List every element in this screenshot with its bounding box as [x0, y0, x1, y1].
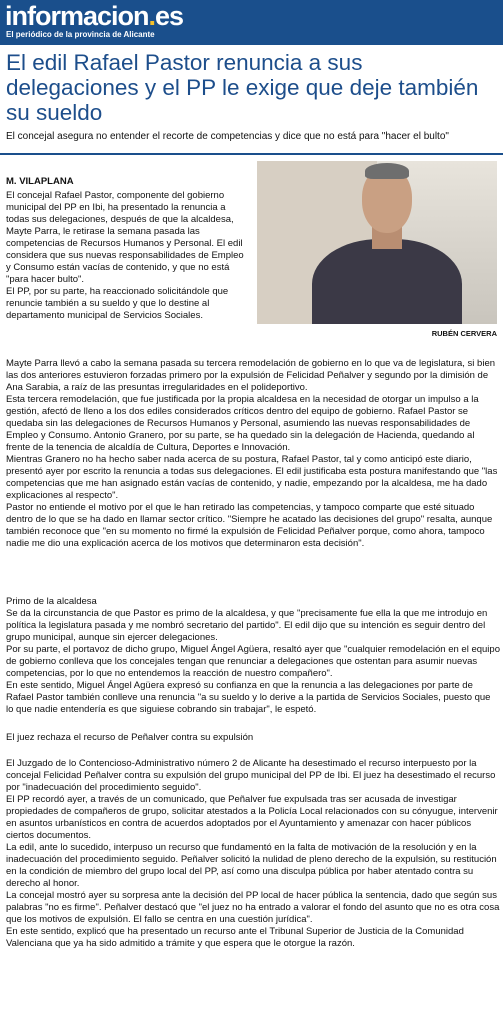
- body-paragraph: Pastor no entiende el motivo por el que le han retirado las competencias, y tampoco comparte que esté situado dentro de lo que se ha dado en llamar sector crítico. "Siempre he acatado las decisiones del grupo" resalta, aunque también reconoce que "en su momento no firmé la expulsión de Felicidad Peñalver porque, como ahora, tampoco nadie me dio una explicación acerca de los motivos que determinaron esta decisión".: [6, 502, 493, 549]
- body-paragraph: En este sentido, Miguel Ángel Agüera expresó su confianza en que la renuncia a las delegaciones por parte de Rafael Pastor también conlleve una renuncia "a su sueldo y lo derive a la partida de Servicios Sociales, puesto que lo que nadie entendería es que siguiese cobrando sin trabajar", le espetó.: [6, 680, 491, 715]
- masthead: [0, 0, 503, 45]
- article-photo: [257, 161, 497, 324]
- body-paragraph: Por su parte, el portavoz de dicho grupo, Miguel Ángel Agüera, resaltó ayer que "cualquier remodelación en el equipo de gobierno conlleva que los concejales tengan que renunciar a delegaciones que ostentan para asumir nuevas competencias, por lo que no entendemos la reacción de nuestro compañero".: [6, 644, 500, 679]
- lead-paragraph: El PP, por su parte, ha reaccionado solicitándole que renuncie también a su sueldo y que lo destine al departamento municipal de Servicios Sociales.: [6, 286, 229, 321]
- article-body: [6, 358, 500, 550]
- body-paragraph: El Juzgado de lo Contencioso-Administrativo número 2 de Alicante ha desestimado el recurso interpuesto por la concejal Felicidad Peñalver contra su expulsión del grupo municipal del PP de Ibi. El juez ha desestimado el recurso por "inadecuación del procedimiento seguido".: [6, 758, 496, 793]
- site-logo[interactable]: informacion.es: [5, 1, 184, 31]
- body-paragraph: La edil, ante lo sucedido, interpuso un recurso que fundamentó en la falta de motivación de la resolución y en la inadecuación del procedimiento seguido. Peñalver solicitó la nulidad de pleno derecho de la expulsión, su restitución en la condición de miembro del grupo local del PP, así como una disculpa pública por haber atentado contra su derecho al honor.: [6, 842, 497, 889]
- body-paragraph: El PP recordó ayer, a través de un comunicado, que Peñalver fue expulsada tras ser acusada de investigar propiedades de compañeros de grupo, solicitar atestados a la Policía Local relacionados con su cónyugue, intervenir en asuntos urbanísticos en contra de acuerdos adoptados por el Ayuntamiento y amenazar con hacer públicos ciertos documentos.: [6, 794, 498, 841]
- section-primo: [6, 596, 500, 716]
- body-paragraph: Esta tercera remodelación, que fue justificada por la propia alcaldesa en la necesidad de otorgar un impulso a la gestión, afectó de lleno a los dos ediles considerados críticos dentro del equipo de gobierno. Rafael Pastor se quedaba sin las delegaciones de Recursos Humanos y Personal, asumiendo las nuevas responsabilidades de Empleo y Consumo. Antonio Granero, por su parte, se ha quedado sin la delegación de Hacienda, quedando al frente de la tenencia de alcaldía de Cultura, Deportes e Innovación.: [6, 394, 479, 453]
- section-title: El juez rechaza el recurso de Peñalver contra su expulsión: [6, 732, 254, 743]
- site-tagline: El periódico de la provincia de Alicante: [6, 30, 155, 39]
- section-title: Primo de la alcaldesa: [6, 596, 97, 607]
- body-paragraph: La concejal mostró ayer su sorpresa ante la decisión del PP local de hacer pública la sentencia, dado que según sus palabras "no es firme". Peñalver destacó que "el juez no ha entrado a valorar el fondo del asunto que no es otra cosa que los motivos de expulsión. El fallo se centra en una cuestión jurídica".: [6, 890, 500, 925]
- lead-column: [6, 190, 251, 322]
- photo-credit: RUBÉN CERVERA: [431, 329, 497, 338]
- article-headline: El edil Rafael Pastor renuncia a sus delegaciones y el PP le exige que deje también su sueldo: [6, 50, 479, 125]
- body-paragraph: En este sentido, explicó que ha presentado un recurso ante el Tribunal Superior de Justicia de la Comunidad Valenciana que ya ha sido admitido a trámite y que espera que le otorgue la razón.: [6, 926, 464, 949]
- body-paragraph: Se da la circunstancia de que Pastor es primo de la alcaldesa, y que "precisamente fue ella la que me introdujo en política la legislatura pasada y me nombró secretario del partido". El edil dijo que su intención es seguir dentro del grupo municipal, aunque sin ejercer delegaciones.: [6, 608, 488, 643]
- article-subhead: El concejal asegura no entender el recorte de competencias y dice que no está para "hacer el bulto": [6, 131, 449, 142]
- divider: [0, 153, 503, 155]
- section-juez: [6, 758, 500, 950]
- author-byline: M. VILAPLANA: [6, 176, 74, 187]
- section-juez-title: [6, 732, 500, 744]
- body-paragraph: Mayte Parra llevó a cabo la semana pasada su tercera remodelación de gobierno en lo que va de legislatura, si bien las dos anteriores estuvieron forzadas primero por la expulsión de Felicidad Peñalver y segundo por la dimisión de Ana Sarabia, a raíz de las presuntas irregularidades en el polideportivo.: [6, 358, 496, 393]
- lead-paragraph: El concejal Rafael Pastor, componente del gobierno municipal del PP en Ibi, ha presentado la renuncia a todas sus delegaciones, después de que la alcaldesa, Mayte Parra, le retirase la semana pasada las competencias de Recursos Humanos y Personal. El edil considera que sus nuevas responsabilidades de Empleo y Consumo están vacías de contenido, y que no está "para hacer bulto".: [6, 190, 244, 285]
- body-paragraph: Mientras Granero no ha hecho saber nada acerca de su postura, Rafael Pastor, tal y como anticipó este diario, presentó ayer por escrito la renuncia a todas sus delegaciones. El edil justificaba esta postura manifestando que "las competencias que me han asignado están vacías de contenido, y nadie, empezando por la alcaldesa, me ha dado explicaciones al respecto".: [6, 454, 498, 501]
